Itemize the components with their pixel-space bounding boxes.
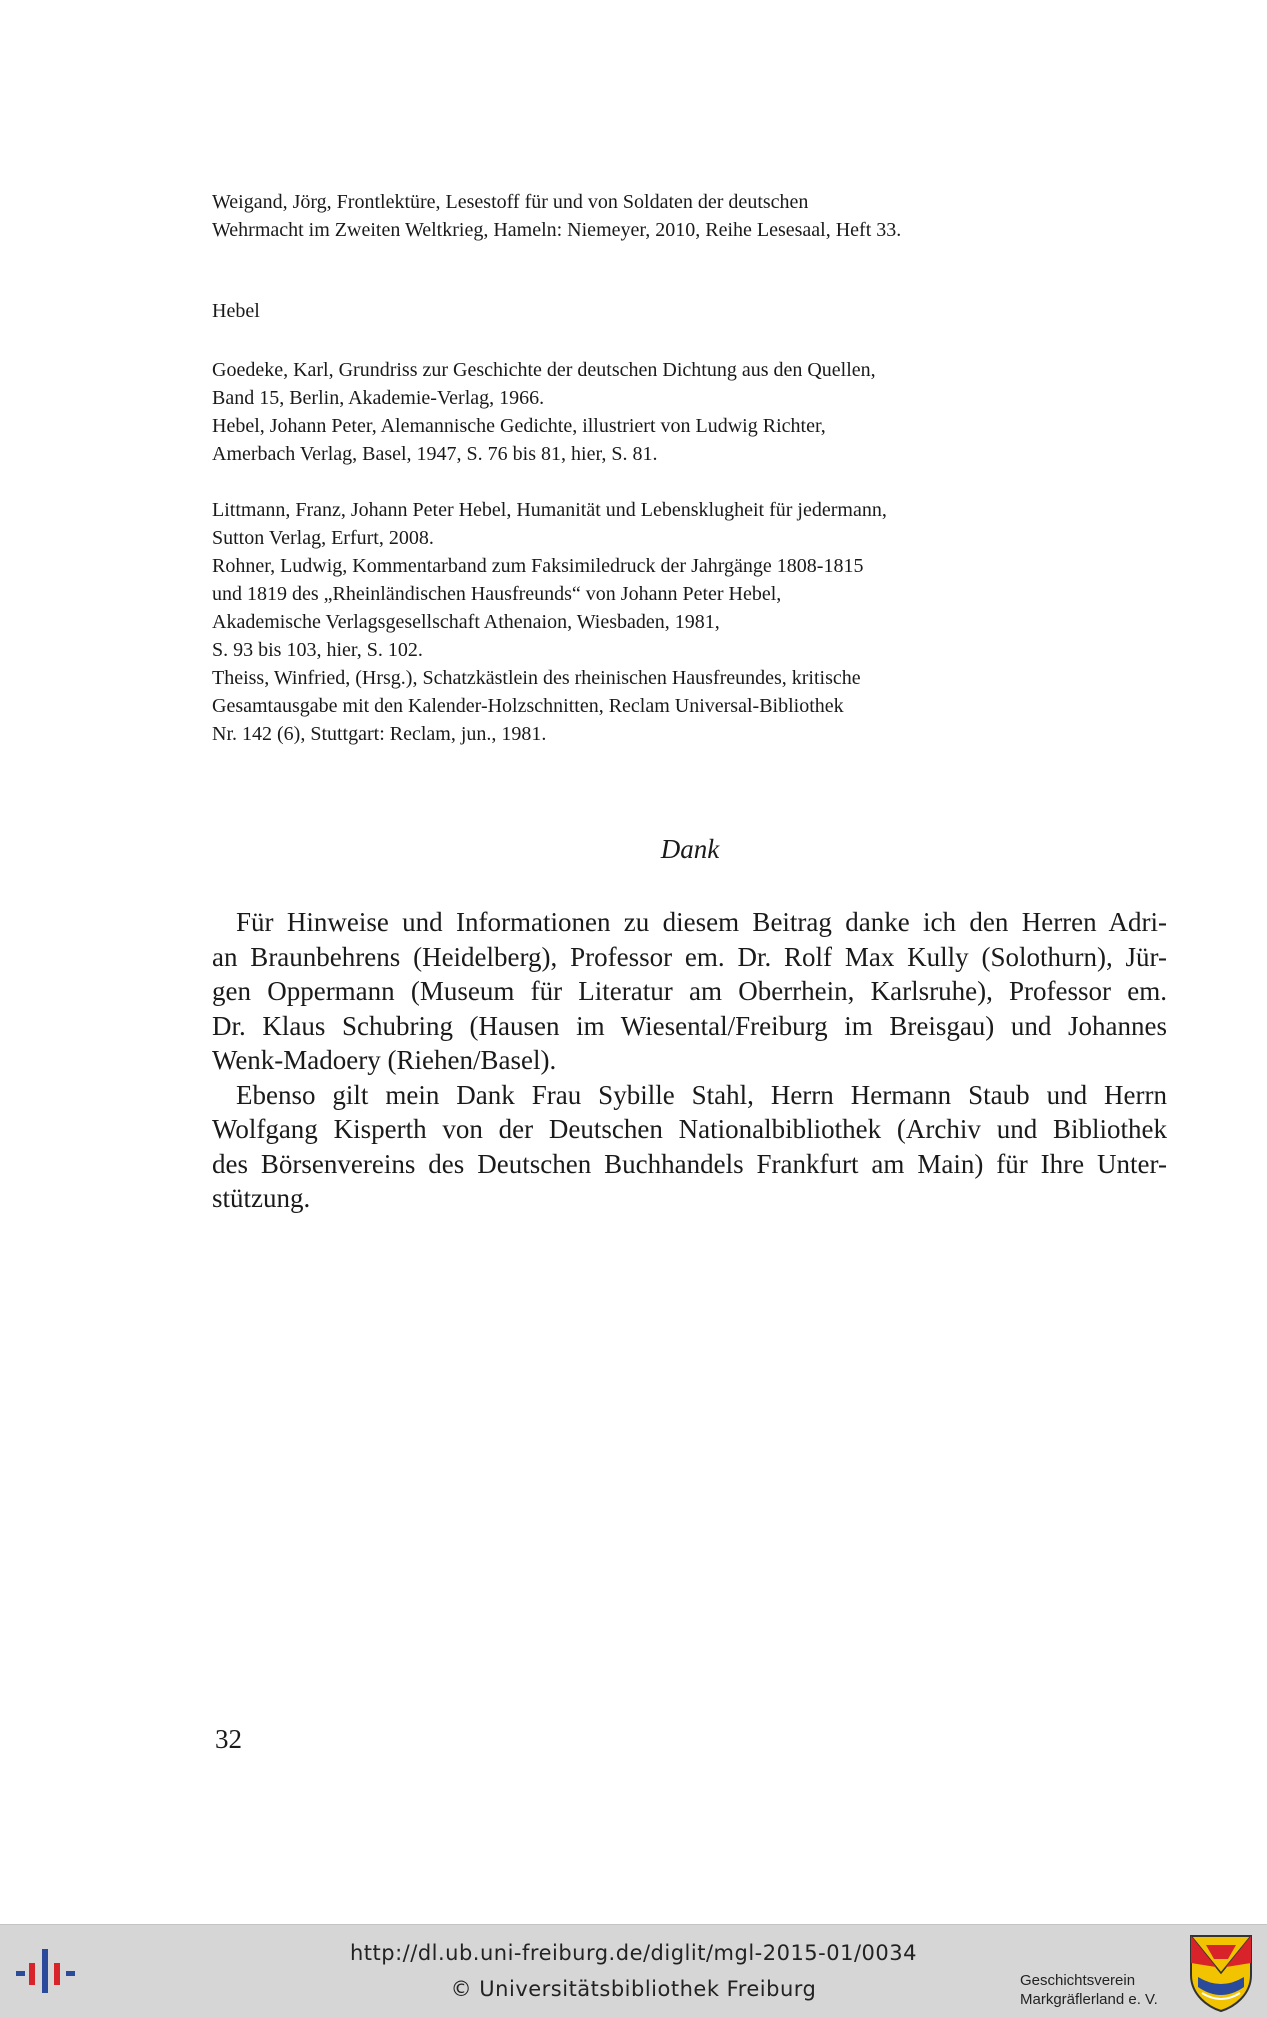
paragraph-line: Wenk-Madoery (Riehen/Basel). xyxy=(212,1045,557,1075)
bibliography-entry xyxy=(212,552,1072,664)
bibliography-line: Sutton Verlag, Erfurt, 2008. xyxy=(212,527,434,549)
bibliography-line: Nr. 142 (6), Stuttgart: Reclam, jun., 1981. xyxy=(212,723,547,745)
footer-copyright: © Universitätsbibliothek Freiburg xyxy=(450,1977,817,2001)
footer-bar xyxy=(0,1924,1267,2018)
bibliography-entry xyxy=(212,412,1072,468)
paragraph-line: des Börsenvereins des Deutschen Buchhandels Frankfurt am Main) für Ihre Unter- xyxy=(212,1148,1167,1179)
bibliography-top xyxy=(212,188,1072,244)
dank-heading: Dank xyxy=(660,834,720,864)
society-name xyxy=(1020,1971,1158,2009)
society-crest-icon xyxy=(1188,1933,1254,2013)
bibliography-entry xyxy=(212,664,1072,748)
bibliography-line: Amerbach Verlag, Basel, 1947, S. 76 bis 81, hier, S. 81. xyxy=(212,443,658,465)
paragraph xyxy=(212,905,1167,1078)
page-number: 32 xyxy=(215,1724,242,1754)
paragraph-line: Wolfgang Kisperth von der Deutschen Nationalbibliothek (Archiv und Bibliothek xyxy=(212,1114,1167,1144)
dank-text xyxy=(212,905,1167,1216)
bibliography-line: und 1819 des „Rheinländischen Hausfreunds“ von Johann Peter Hebel, xyxy=(212,583,782,605)
paragraph-line: gen Oppermann (Museum für Literatur am Oberrhein, Karlsruhe), Professor em. xyxy=(212,976,1167,1006)
paragraph-line: stützung. xyxy=(212,1183,311,1213)
bibliography-line: Goedeke, Karl, Grundriss zur Geschichte der deutschen Dichtung aus den Quellen, xyxy=(212,359,876,381)
bibliography-line: S. 93 bis 103, hier, S. 102. xyxy=(212,639,423,661)
bibliography-hebel-a xyxy=(212,356,1072,468)
bibliography-line: Gesamtausgabe mit den Kalender-Holzschnitten, Reclam Universal-Bibliothek xyxy=(212,695,844,717)
bibliography-line: Weigand, Jörg, Frontlektüre, Lesestoff für und von Soldaten der deutschen xyxy=(212,191,809,213)
society-line1: Geschichtsverein xyxy=(1020,1972,1136,1989)
bibliography-line: Band 15, Berlin, Akademie-Verlag, 1966. xyxy=(212,387,545,409)
bibliography-line: Wehrmacht im Zweiten Weltkrieg, Hameln: Niemeyer, 2010, Reihe Lesesaal, Heft 33. xyxy=(212,219,902,241)
paragraph-line: Dr. Klaus Schubring (Hausen im Wiesental/Freiburg im Breisgau) und Johannes xyxy=(212,1010,1167,1041)
bibliography-line: Rohner, Ludwig, Kommentarband zum Faksimiledruck der Jahrgänge 1808-1815 xyxy=(212,555,864,577)
section-heading-hebel: Hebel xyxy=(212,300,260,322)
bibliography-line: Akademische Verlagsgesellschaft Athenaion, Wiesbaden, 1981, xyxy=(212,611,720,633)
bibliography-hebel-b xyxy=(212,496,1072,748)
footer-url[interactable]: http://dl.ub.uni-freiburg.de/diglit/mgl-2015-01/0034 xyxy=(349,1941,917,1965)
paragraph-line: Ebenso gilt mein Dank Frau Sybille Stahl, Herrn Hermann Staub und Herrn xyxy=(236,1079,1167,1110)
bibliography-entry xyxy=(212,356,1072,412)
paragraph-line: Für Hinweise und Informationen zu diesem Beitrag danke ich den Herren Adri- xyxy=(236,907,1167,937)
bibliography-entry xyxy=(212,188,1072,244)
society-line2: Markgräflerland e. V. xyxy=(1020,1991,1158,2008)
paragraph-line: an Braunbehrens (Heidelberg), Professor em. Dr. Rolf Max Kully (Solothurn), Jür- xyxy=(212,941,1167,972)
bibliography-line: Theiss, Winfried, (Hrsg.), Schatzkästlein des rheinischen Hausfreundes, kritische xyxy=(212,667,861,689)
bibliography-line: Hebel, Johann Peter, Alemannische Gedichte, illustriert von Ludwig Richter, xyxy=(212,415,826,437)
paragraph xyxy=(212,1078,1167,1216)
bibliography-entry xyxy=(212,496,1072,552)
bibliography-line: Littmann, Franz, Johann Peter Hebel, Humanität und Lebensklugheit für jedermann, xyxy=(212,499,887,521)
